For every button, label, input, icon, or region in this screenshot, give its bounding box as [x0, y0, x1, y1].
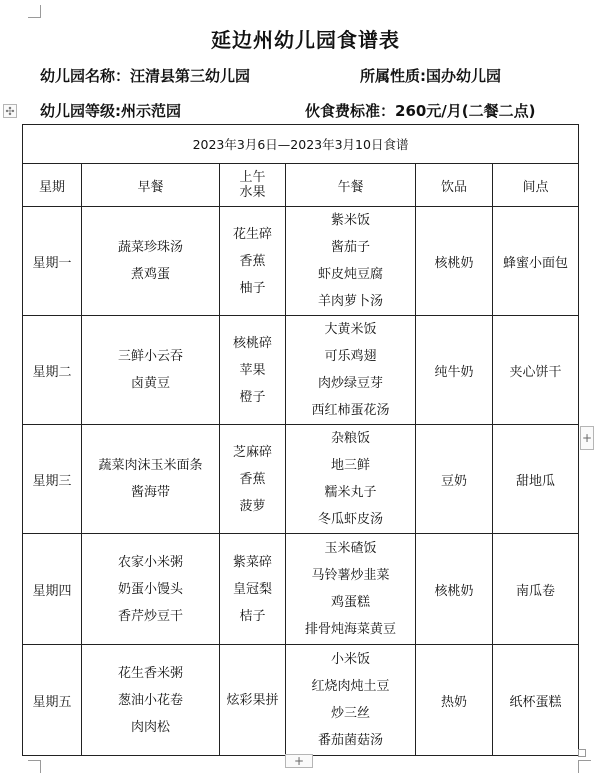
table-row: [23, 645, 579, 756]
lunch-item: 肉炒绿豆芽: [317, 376, 383, 391]
move-cross-icon[interactable]: ✣: [3, 104, 17, 118]
fruit-cell[interactable]: [220, 645, 286, 756]
lunch-item: 番茄菌菇汤: [317, 733, 383, 748]
lunch-cell[interactable]: [286, 425, 416, 534]
lunch-item: 糯米丸子: [324, 485, 377, 500]
header-fruit-line: 上午: [239, 170, 266, 185]
breakfast-cell[interactable]: [82, 425, 220, 534]
breakfast-item: 酱海带: [130, 485, 170, 500]
kindergarten-grade: 幼儿园等级:州示范园: [40, 102, 181, 120]
lunch-item: 鸡蛋糕: [330, 595, 370, 610]
lunch-item: 西红柿蛋花汤: [311, 403, 390, 418]
document-title: 延边州幼儿园食谱表: [211, 28, 400, 52]
table-row: [23, 316, 579, 425]
drink-cell[interactable]: 热奶: [416, 645, 493, 756]
lunch-item: 可乐鸡翅: [324, 349, 377, 364]
breakfast-item: 花生香米粥: [117, 665, 183, 681]
resize-square-icon[interactable]: [578, 749, 586, 757]
add-row-plus-icon[interactable]: +: [285, 754, 313, 768]
lunch-cell[interactable]: [286, 207, 416, 316]
snack-cell[interactable]: 甜地瓜: [493, 425, 579, 534]
lunch-item: 冬瓜虾皮汤: [317, 512, 383, 527]
table-header-row: [23, 164, 579, 207]
add-column-plus-icon[interactable]: +: [580, 426, 594, 450]
lunch-item: 羊肉萝卜汤: [317, 294, 383, 309]
breakfast-cell[interactable]: [82, 534, 220, 645]
lunch-item: 大黄米饭: [324, 322, 377, 337]
margin-corner-mark: [28, 5, 41, 18]
fruit-item: 橙子: [239, 389, 266, 405]
day-cell[interactable]: 星期三: [23, 425, 82, 534]
breakfast-cell[interactable]: [82, 645, 220, 756]
day-cell[interactable]: 星期二: [23, 316, 82, 425]
margin-corner-mark: [578, 760, 591, 773]
header-snack[interactable]: 间点: [493, 164, 579, 207]
lunch-item: 炒三丝: [330, 706, 370, 721]
drink-cell[interactable]: 纯牛奶: [416, 316, 493, 425]
snack-cell[interactable]: 纸杯蛋糕: [493, 645, 579, 756]
menu-table: [22, 124, 579, 756]
breakfast-item: 蔬菜肉沫玉米面条: [98, 458, 203, 473]
fruit-cell[interactable]: [220, 207, 286, 316]
header-day[interactable]: 星期: [23, 164, 82, 207]
menu-table-body: [23, 207, 579, 756]
day-cell[interactable]: 星期一: [23, 207, 82, 316]
lunch-item: 虾皮炖豆腐: [317, 267, 383, 282]
snack-cell[interactable]: 夹心饼干: [493, 316, 579, 425]
lunch-item: 酱茄子: [330, 240, 370, 255]
lunch-cell[interactable]: [286, 645, 416, 756]
table-row: [23, 425, 579, 534]
drink-cell[interactable]: 豆奶: [416, 425, 493, 534]
breakfast-cell[interactable]: [82, 316, 220, 425]
breakfast-item: 葱油小花卷: [117, 692, 183, 708]
drink-cell[interactable]: 核桃奶: [416, 534, 493, 645]
table-row: [23, 534, 579, 645]
lunch-item: 小米饭: [330, 652, 370, 667]
drink-cell[interactable]: 核桃奶: [416, 207, 493, 316]
table-row: [23, 207, 579, 316]
lunch-item: 紫米饭: [330, 213, 370, 228]
header-drink[interactable]: 饮品: [416, 164, 493, 207]
fruit-item: 皇冠梨: [232, 581, 272, 597]
lunch-item: 排骨炖海菜黄豆: [304, 622, 396, 637]
header-fruit[interactable]: [220, 164, 286, 207]
header-lunch[interactable]: 午餐: [286, 164, 416, 207]
breakfast-item: 奶蛋小馒头: [117, 581, 183, 597]
breakfast-item: 卤黄豆: [130, 376, 170, 391]
week-range-cell[interactable]: 2023年3月6日—2023年3月10日食谱: [23, 125, 579, 164]
fruit-item: 炫彩果拼: [226, 692, 279, 708]
fruit-item: 香蕉: [239, 253, 266, 269]
breakfast-item: 煮鸡蛋: [130, 267, 170, 282]
ownership-type: 所属性质:国办幼儿园: [360, 67, 501, 85]
breakfast-item: 三鲜小云吞: [117, 349, 183, 364]
fruit-item: 柚子: [239, 280, 266, 296]
fruit-cell[interactable]: [220, 425, 286, 534]
snack-cell[interactable]: 蜂蜜小面包: [493, 207, 579, 316]
fruit-item: 苹果: [239, 362, 266, 378]
lunch-item: 玉米碴饭: [324, 541, 377, 556]
fruit-cell[interactable]: [220, 316, 286, 425]
fruit-item: 菠萝: [239, 498, 266, 514]
fruit-item: 桔子: [239, 608, 266, 624]
header-fruit-line: 水果: [239, 185, 266, 200]
day-cell[interactable]: 星期四: [23, 534, 82, 645]
fruit-cell[interactable]: [220, 534, 286, 645]
margin-corner-mark: [28, 760, 41, 773]
meal-fee-standard: 伙食费标准：260元/月(二餐二点): [305, 102, 536, 120]
breakfast-item: 肉肉松: [130, 719, 170, 735]
breakfast-item: 蔬菜珍珠汤: [117, 240, 183, 255]
snack-cell[interactable]: 南瓜卷: [493, 534, 579, 645]
breakfast-item: 香芹炒豆干: [117, 608, 183, 624]
fruit-item: 紫菜碎: [232, 554, 272, 570]
lunch-cell[interactable]: [286, 534, 416, 645]
breakfast-cell[interactable]: [82, 207, 220, 316]
kindergarten-name: 幼儿园名称：汪清县第三幼儿园: [40, 67, 251, 85]
lunch-item: 杂粮饭: [330, 431, 370, 446]
fruit-item: 花生碎: [232, 226, 272, 242]
fruit-item: 香蕉: [239, 471, 266, 487]
fruit-item: 核桃碎: [232, 335, 272, 351]
fruit-item: 芝麻碎: [232, 444, 272, 460]
header-breakfast[interactable]: 早餐: [82, 164, 220, 207]
lunch-item: 红烧肉炖土豆: [311, 679, 390, 694]
lunch-item: 地三鲜: [330, 458, 370, 473]
day-cell[interactable]: 星期五: [23, 645, 82, 756]
lunch-item: 马铃薯炒韭菜: [311, 568, 390, 583]
lunch-cell[interactable]: [286, 316, 416, 425]
breakfast-item: 农家小米粥: [117, 554, 183, 570]
